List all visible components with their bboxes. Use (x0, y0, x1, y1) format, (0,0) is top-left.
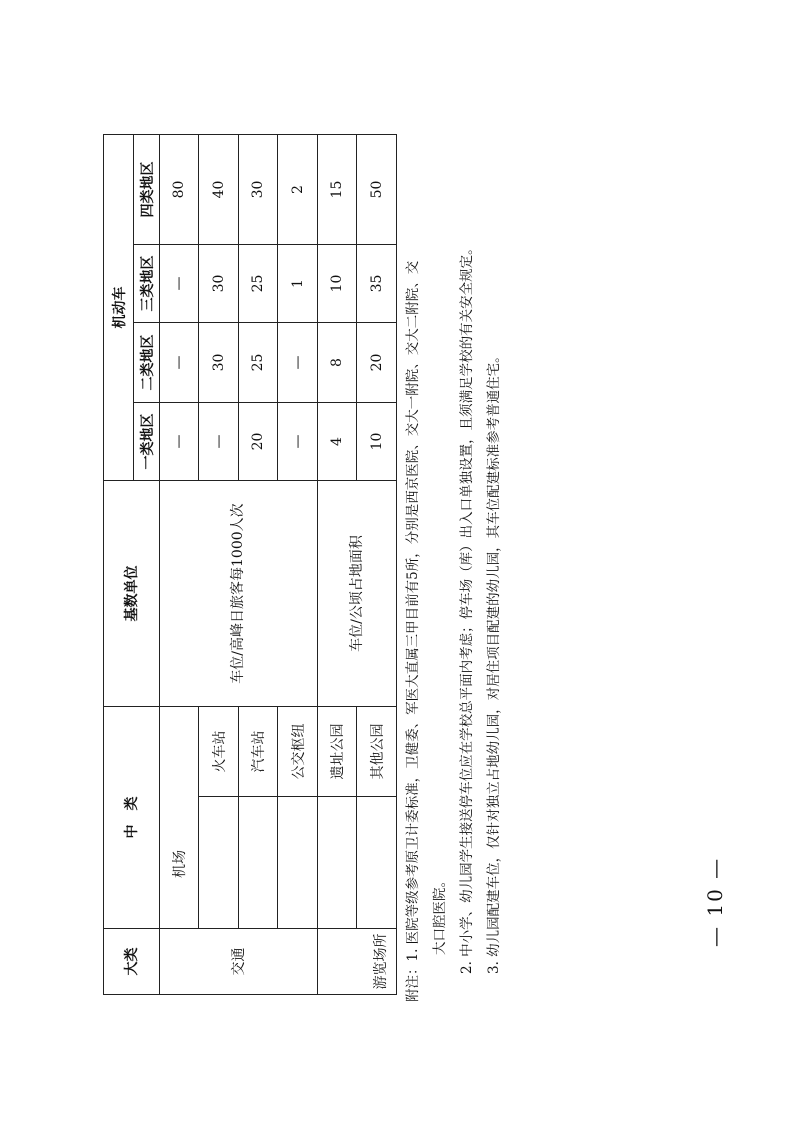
value-cell: 30 (238, 135, 278, 245)
minor-cell: 公交枢纽 (278, 707, 318, 797)
value-cell: 50 (357, 135, 397, 245)
page-number: — 10 — (703, 856, 727, 947)
group-traffic: 交通 (159, 929, 317, 995)
note-3: 3. 幼儿园配建车位，仅针对独立占地幼儿园，对居住项目配建的幼儿园，其车位配建标准参考普通住宅。 (486, 349, 502, 974)
value-cell: 35 (357, 245, 397, 323)
header-vehicle: 机动车 (104, 135, 134, 481)
minor-cell: 机场 (159, 707, 199, 929)
value-cell: — (159, 403, 199, 481)
value-cell: 30 (199, 323, 239, 403)
value-cell: 20 (357, 323, 397, 403)
table-row (317, 135, 357, 995)
value-cell: 25 (238, 323, 278, 403)
unit-traffic: 车位/高峰日旅客每1000人次 (159, 481, 317, 707)
value-cell: 4 (317, 403, 357, 481)
minor-spacer (357, 797, 397, 929)
minor-spacer (317, 797, 357, 929)
minor-cell: 其他公园 (357, 707, 397, 797)
header-zone-4: 四类地区 (134, 135, 159, 245)
minor-spacer (278, 797, 318, 929)
value-cell: 80 (159, 135, 199, 245)
value-cell: 30 (199, 245, 239, 323)
unit-park: 车位/公顷占地面积 (317, 481, 396, 707)
header-unit: 基数单位 (104, 481, 160, 707)
table-row (159, 135, 199, 995)
value-cell: 1 (278, 245, 318, 323)
notes-block (400, 2, 508, 1002)
minor-spacer (199, 797, 239, 929)
value-cell: 10 (357, 403, 397, 481)
value-cell: 2 (278, 135, 318, 245)
value-cell: 10 (317, 245, 357, 323)
minor-cell: 火车站 (199, 707, 239, 797)
value-cell: — (199, 403, 239, 481)
header-major: 大类 (104, 929, 160, 995)
value-cell: 8 (317, 323, 357, 403)
minor-spacer (238, 797, 278, 929)
minor-cell: 汽车站 (238, 707, 278, 797)
header-zone-3: 三类地区 (134, 245, 159, 323)
value-cell: 20 (238, 403, 278, 481)
value-cell: 40 (199, 135, 239, 245)
notes-label: 附注： (405, 961, 421, 1002)
group-park: 游览场所 (317, 929, 396, 995)
parking-standard-table (103, 134, 397, 995)
value-cell: 25 (238, 245, 278, 323)
value-cell: — (278, 323, 318, 403)
minor-cell: 遗址公园 (317, 707, 357, 797)
header-zone-1: 一类地区 (134, 403, 159, 481)
note-2: 2. 中小学、幼儿园学生接送停车位应在学校总平面内考虑；停车场（库）出入口单独设置，且须满足学校的有关安全规定。 (459, 241, 475, 974)
value-cell: 15 (317, 135, 357, 245)
header-minor: 中 类 (104, 707, 160, 929)
value-cell: — (278, 403, 318, 481)
header-zone-2: 二类地区 (134, 323, 159, 403)
note-1-text: 1. 医院等级参考原卫计委标准，卫健委、军医大直属三甲目前有5所，分别是西京医院、交大一附院、交大二附院、交 (405, 260, 421, 962)
note-1-continued: 大口腔医院。 (432, 874, 448, 955)
note-1 (400, 2, 427, 1002)
value-cell: — (159, 245, 199, 323)
value-cell: — (159, 323, 199, 403)
